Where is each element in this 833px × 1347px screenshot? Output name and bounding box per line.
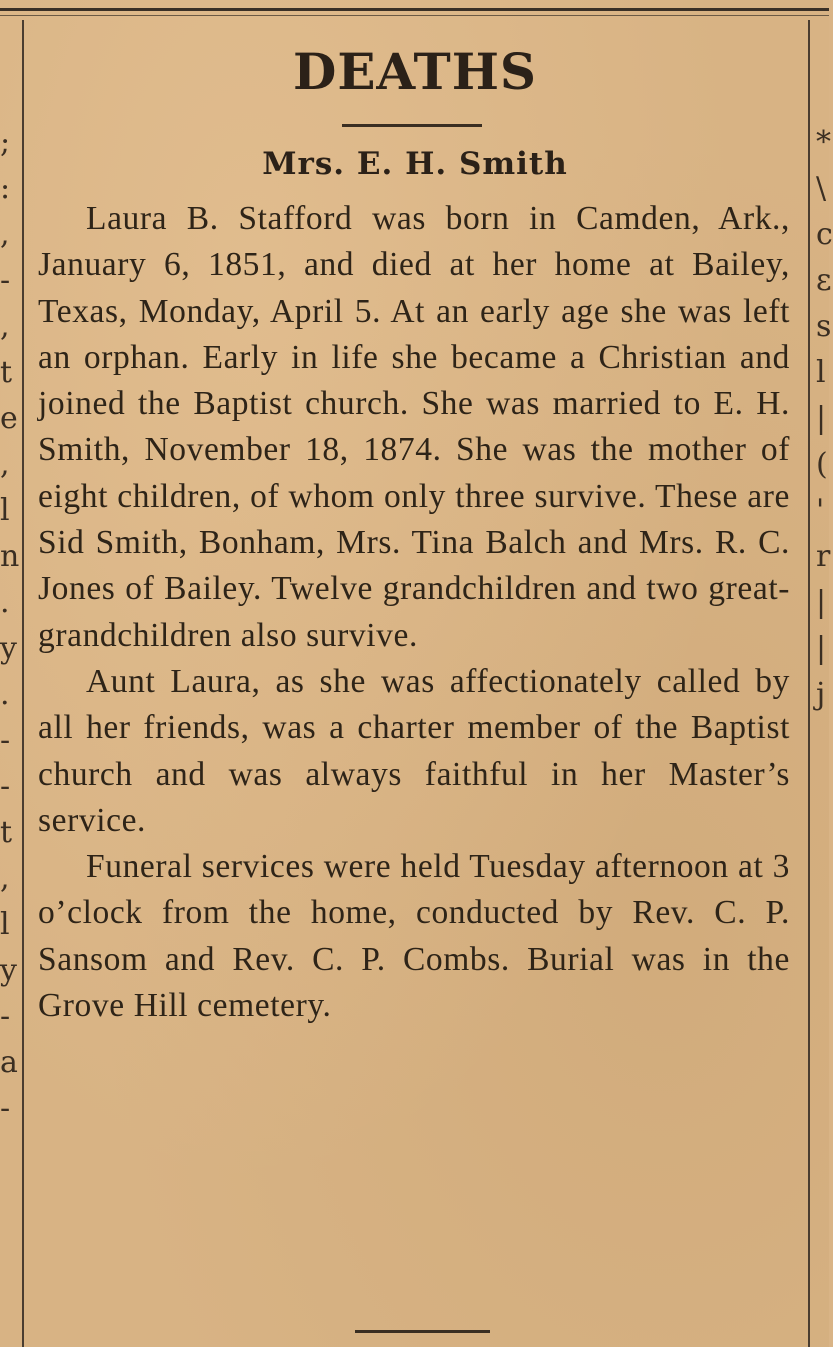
margin-fragment: \ bbox=[816, 171, 827, 206]
paragraph: Funeral services were held Tuesday afternoon at 3 o’clock from the home, conducted by Rev. C. P. Sansom and Rev. C. P. Combs. Burial was in the Grove Hill cemetery. bbox=[38, 848, 790, 1025]
margin-fragment: ' bbox=[816, 493, 825, 528]
margin-fragment: - bbox=[0, 769, 11, 804]
margin-fragment: t bbox=[0, 355, 13, 390]
margin-fragment: * bbox=[816, 125, 831, 160]
top-rule-thin bbox=[0, 15, 829, 16]
margin-fragment: e bbox=[0, 401, 18, 436]
top-rule bbox=[0, 8, 829, 11]
paragraph: Aunt Laura, as she was affectionately called by all her friends, was a charter member of the Baptist church and was always faithful in her Master’s service. bbox=[38, 662, 790, 839]
margin-fragment: - bbox=[0, 263, 11, 298]
margin-fragment: ε bbox=[816, 263, 832, 298]
margin-fragment: , bbox=[0, 217, 10, 252]
margin-fragment: ; bbox=[0, 125, 11, 160]
margin-fragment: . bbox=[0, 585, 10, 620]
margin-fragment: - bbox=[0, 1091, 11, 1126]
left-neighbor-column bbox=[0, 120, 20, 1132]
margin-fragment: r bbox=[816, 539, 831, 574]
paragraph: Laura B. Stafford was born in Camden, Ark., January 6, 1851, and died at her home at Bailey, Texas, Monday, April 5. At an early age she was left an orphan. Early in life she became a Christian and joined the Baptist church. She was married to E. H. Smith, November 18, 1874. She was the mother of eight children, of whom only three survive. These are Sid Smith, Bonham, Mrs. Tina Balch and Mrs. R. C. Jones of Bailey. Twelve grandchildren and two great-grandchildren also survive. bbox=[38, 200, 790, 654]
margin-fragment: , bbox=[0, 861, 10, 896]
margin-fragment: l bbox=[816, 355, 826, 390]
section-heading: DEATHS bbox=[292, 42, 538, 101]
bottom-rule bbox=[355, 1330, 490, 1333]
margin-fragment: : bbox=[0, 171, 11, 206]
margin-fragment: | bbox=[816, 401, 827, 436]
margin-fragment: y bbox=[0, 953, 17, 988]
margin-fragment: c bbox=[816, 217, 833, 252]
margin-fragment: s bbox=[816, 309, 832, 344]
obituary-body bbox=[38, 196, 790, 1029]
margin-fragment: t bbox=[0, 815, 13, 850]
margin-fragment: | bbox=[816, 631, 827, 666]
obituary-title: Mrs. E. H. Smith bbox=[262, 146, 568, 182]
margin-fragment: . bbox=[0, 677, 10, 712]
right-column-rule bbox=[808, 20, 810, 1347]
margin-fragment: , bbox=[0, 309, 10, 344]
margin-fragment: - bbox=[0, 723, 11, 758]
left-column-rule bbox=[22, 20, 24, 1347]
margin-fragment: y bbox=[0, 631, 17, 666]
margin-fragment: n bbox=[0, 539, 20, 574]
margin-fragment: - bbox=[0, 999, 11, 1034]
heading-rule bbox=[342, 124, 482, 127]
margin-fragment: l bbox=[0, 493, 10, 528]
margin-fragment: j bbox=[816, 677, 826, 712]
margin-fragment: | bbox=[816, 585, 827, 620]
right-neighbor-column bbox=[816, 120, 833, 718]
margin-fragment: l bbox=[0, 907, 10, 942]
margin-fragment: ( bbox=[816, 447, 828, 482]
margin-fragment: a bbox=[0, 1045, 18, 1080]
margin-fragment: , bbox=[0, 447, 10, 482]
